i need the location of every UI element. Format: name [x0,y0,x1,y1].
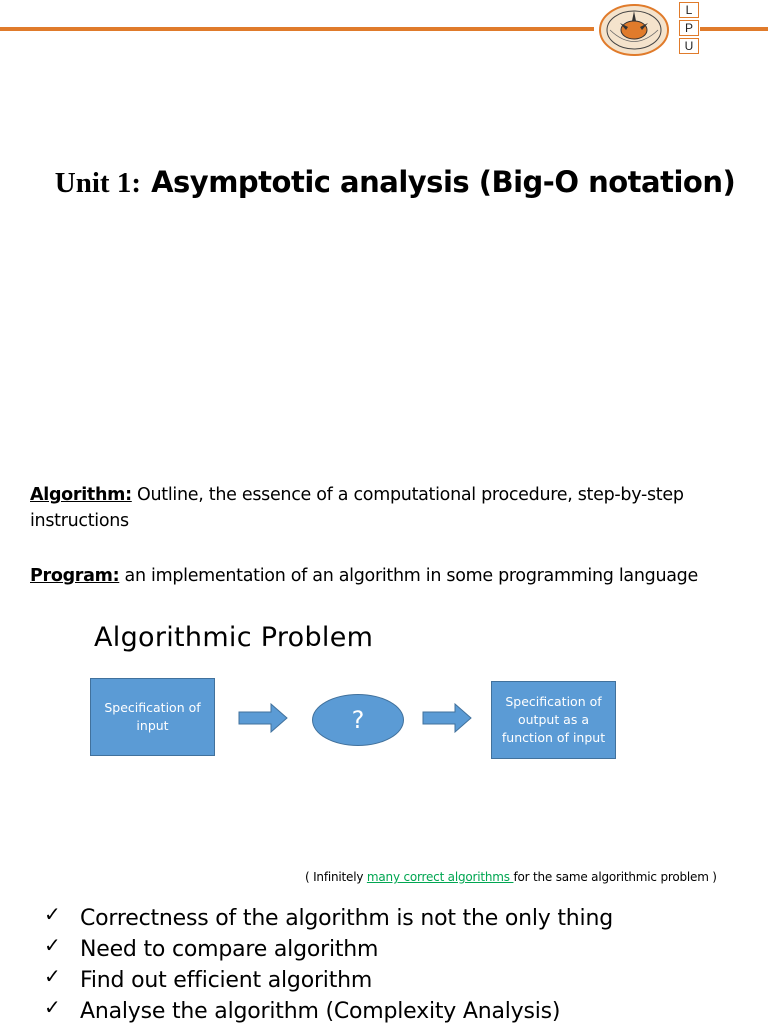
note-prefix: ( Infinitely [305,870,367,884]
list-item-text: Correctness of the algorithm is not the only thing [80,906,613,931]
checkmark-icon: ✓ [44,933,61,957]
header-rule-right [700,27,768,31]
list-item-text: Need to compare algorithm [80,937,379,962]
problem-title: Algorithmic Problem [94,622,374,653]
algorithm-note [305,870,717,884]
program-definition [30,563,750,589]
algorithm-text: Outline, the essence of a computational procedure, step-by-step instructions [30,485,684,531]
checkmark-icon: ✓ [44,964,61,988]
page-title [0,165,768,200]
algorithm-definition [30,482,750,534]
title-prefix: Unit 1: [54,167,141,199]
logo-letter-p: P [679,20,699,36]
title-main: Asymptotic analysis (Big-O notation) [151,165,736,199]
lpu-logo [679,2,699,56]
list-item-text: Find out efficient algorithm [80,968,373,993]
list-item-text: Analyse the algorithm (Complexity Analysis) [80,999,561,1024]
logo-letter-u: U [679,38,699,54]
input-spec-box [90,678,215,756]
checkmark-icon: ✓ [44,995,61,1019]
unknown-algorithm-ellipse [312,694,404,746]
question-mark: ? [351,706,365,734]
note-suffix: for the same algorithmic problem ) [513,870,717,884]
program-term: Program: [30,566,120,586]
right-arrow-icon [422,703,472,733]
note-link[interactable]: many correct algorithms [366,870,514,884]
logo-letter-l: L [679,2,699,18]
right-arrow-icon [238,703,288,733]
input-spec-text: Specification of input [104,700,201,733]
university-emblem-icon [596,3,672,57]
header-rule-left [0,27,594,31]
algorithm-term: Algorithm: [30,485,132,505]
program-text: an implementation of an algorithm in some programming language [119,566,698,586]
output-spec-box [491,681,616,759]
checkmark-icon: ✓ [44,902,61,926]
output-spec-text: Specification of output as a function of input [501,694,606,745]
